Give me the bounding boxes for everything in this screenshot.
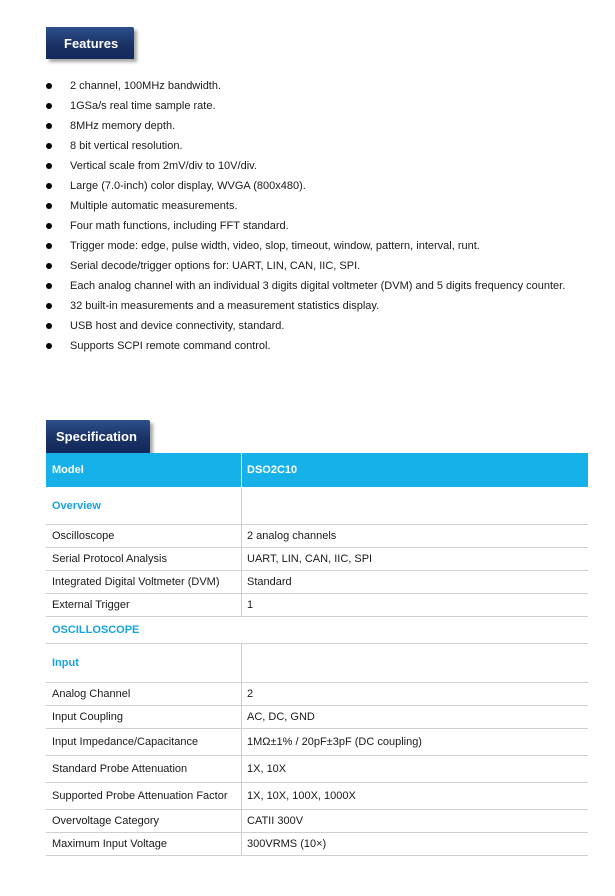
feature-item: 2 channel, 100MHz bandwidth. [46,76,566,96]
feature-item: 32 built-in measurements and a measurement statistics display. [46,296,566,316]
bullet-icon [46,83,52,89]
feature-item: Multiple automatic measurements. [46,196,566,216]
bullet-icon [46,283,52,289]
features-list [46,76,566,356]
bullet-icon [46,203,52,209]
specification-title: Specification [56,429,137,444]
bullet-icon [46,343,52,349]
section-row-overview [46,488,588,525]
feature-item: Large (7.0-inch) color display, WVGA (800x480). [46,176,566,196]
section-row-input [46,643,588,683]
table-row: Maximum Input Voltage 300VRMS (10×) [46,833,588,856]
feature-item: Trigger mode: edge, pulse width, video, slop, timeout, window, pattern, interval, runt. [46,236,566,256]
header-label: Model [46,453,242,487]
section-title: Overview [46,488,242,524]
table-row: Integrated Digital Voltmeter (DVM) Standard [46,571,588,594]
spec-table [46,453,588,856]
table-row: Standard Probe Attenuation 1X, 10X [46,756,588,783]
section-title: OSCILLOSCOPE [52,624,140,636]
table-row: Analog Channel 2 [46,683,588,706]
feature-item: 8MHz memory depth. [46,116,566,136]
feature-item: Vertical scale from 2mV/div to 10V/div. [46,156,566,176]
section-row-oscilloscope [46,617,588,643]
bullet-icon [46,163,52,169]
bullet-icon [46,243,52,249]
table-row: Overvoltage Category CATII 300V [46,810,588,833]
bullet-icon [46,143,52,149]
bullet-icon [46,123,52,129]
bullet-icon [46,103,52,109]
bullet-icon [46,263,52,269]
table-row: Input Impedance/Capacitance 1MΩ±1% / 20pF±3pF (DC coupling) [46,729,588,756]
table-row: Serial Protocol Analysis UART, LIN, CAN, IIC, SPI [46,548,588,571]
feature-item: Each analog channel with an individual 3 digits digital voltmeter (DVM) and 5 digits frequency counter. [46,276,566,296]
bullet-icon [46,303,52,309]
table-row: External Trigger 1 [46,594,588,617]
table-row: Oscilloscope 2 analog channels [46,525,588,548]
feature-item: Supports SCPI remote command control. [46,336,566,356]
feature-item: USB host and device connectivity, standard. [46,316,566,336]
section-title: Input [46,644,242,682]
specification-tab [46,420,150,453]
feature-item: 8 bit vertical resolution. [46,136,566,156]
bullet-icon [46,183,52,189]
bullet-icon [46,323,52,329]
feature-item: 1GSa/s real time sample rate. [46,96,566,116]
features-tab [46,27,134,59]
header-value: DSO2C10 [247,464,298,476]
table-header-row [46,453,588,488]
table-row: Input Coupling AC, DC, GND [46,706,588,729]
feature-item: Four math functions, including FFT standard. [46,216,566,236]
bullet-icon [46,223,52,229]
feature-item: Serial decode/trigger options for: UART, LIN, CAN, IIC, SPI. [46,256,566,276]
features-title: Features [64,35,119,51]
table-row: Supported Probe Attenuation Factor 1X, 10X, 100X, 1000X [46,783,588,810]
